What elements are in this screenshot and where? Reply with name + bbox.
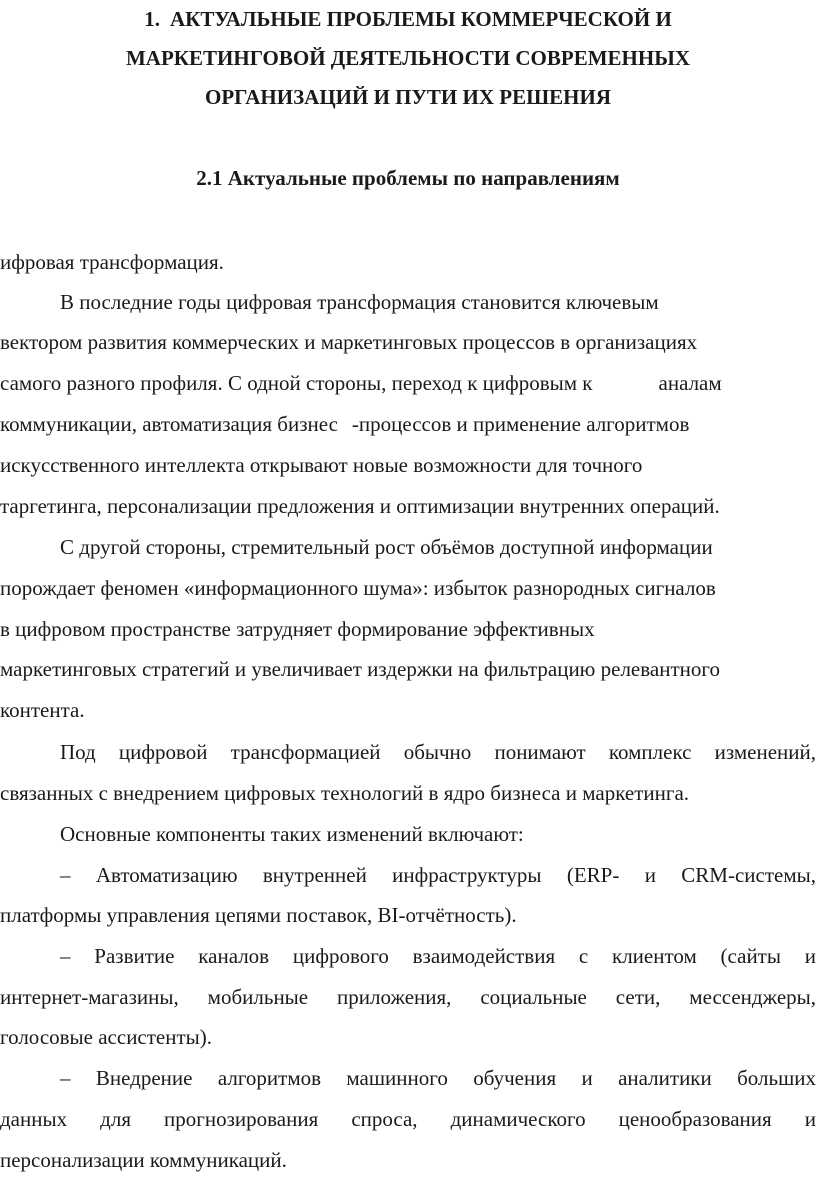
body-line-part: коммуникации, автоматизация бизнес [0,412,338,436]
body-line: таргетинга, персонализации предложения и оптимизации внутренних операций. [0,494,720,518]
chapter-heading-text-1: АКТУАЛЬНЫЕ ПРОБЛЕМЫ КОММЕРЧЕСКОЙ И [169,7,672,31]
chapter-heading-line-2: МАРКЕТИНГОВОЙ ДЕЯТЕЛЬНОСТИ СОВРЕМЕННЫХ [125,46,691,70]
body-line: – Автоматизацию внутренней инфраструктуры (ERP- и CRM-системы, [60,863,816,887]
body-line: платформы управления цепями поставок, BI-отчётность). [0,903,517,927]
body-line-part: аналам [658,371,722,395]
body-line: в цифровом пространстве затрудняет формирование эффективных [0,617,595,641]
body-line: маркетинговых стратегий и увеличивает издержки на фильтрацию релевантного [0,657,720,681]
body-line: С другой стороны, стремительный рост объёмов доступной информации [60,535,713,559]
body-line: порождает феномен «информационного шума»: избыток разнородных сигналов [0,576,716,600]
body-line: голосовые ассистенты). [0,1025,213,1049]
body-line-part: самого разного профиля. С одной стороны, переход к цифровым к [0,371,593,395]
body-line: В последние годы цифровая трансформация становится ключевым [60,290,659,314]
chapter-heading [0,0,816,117]
body-line [0,371,816,395]
body-line-part: -процессов и применение алгоритмов [351,412,690,436]
chapter-heading-line-3: ОРГАНИЗАЦИЙ И ПУТИ ИХ РЕШЕНИЯ [205,85,611,109]
body-line: связанных с внедрением цифровых технологий в ядро бизнеса и маркетинга. [0,781,690,805]
chapter-heading-line-1 [0,0,816,39]
body-line: – Развитие каналов цифрового взаимодействия с клиентом (сайты и [60,944,816,968]
body-line: Основные компоненты таких изменений включают: [60,822,524,846]
body-line: данных для прогнозирования спроса, динамического ценообразования и [0,1107,816,1131]
body-line: вектором развития коммерческих и маркетинговых процессов в организациях [0,330,698,354]
body-line: интернет-магазины, мобильные приложения, социальные сети, мессенджеры, [0,985,816,1009]
body-line: Под цифровой трансформацией обычно понимают комплекс изменений, [60,740,816,764]
body-line: персонализации коммуникаций. [0,1148,287,1172]
chapter-number: 1. [144,7,160,31]
section-heading: 2.1 Актуальные проблемы по направлениям [196,166,620,190]
body-line: контента. [0,698,85,722]
body-line: – Внедрение алгоритмов машинного обучения и аналитики больших [60,1066,816,1090]
body-line: ифровая трансформация. [0,250,224,274]
body-line [0,412,816,436]
body-line: искусственного интеллекта открывают новые возможности для точного [0,453,643,477]
